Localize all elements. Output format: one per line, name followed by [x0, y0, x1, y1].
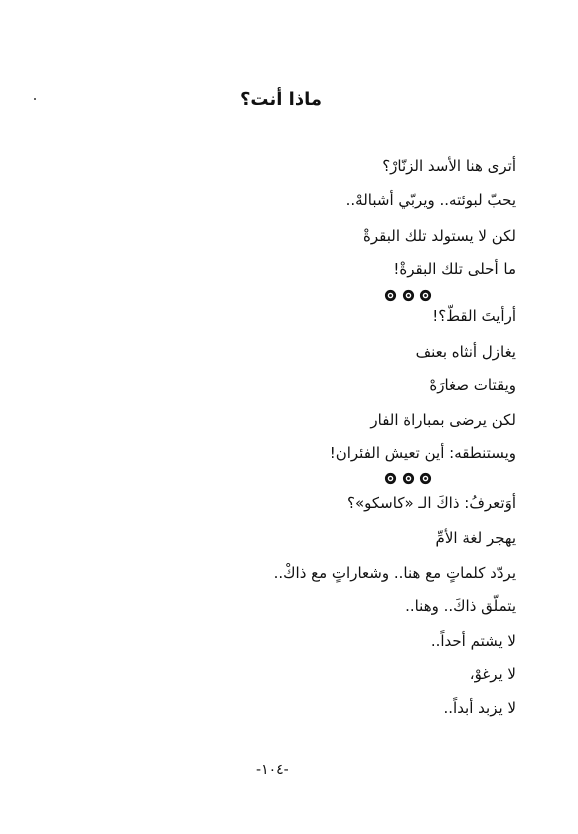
page-number: -١٠٤- — [256, 762, 289, 778]
poem-line: يحبّ لبوئته.. ويربّي أشبالهْ.. — [345, 191, 516, 209]
ink-speck — [34, 98, 36, 100]
poem-line: لا يشتم أحداً.. — [430, 632, 516, 650]
poem-line: ما أحلى تلك البقرةْ! — [393, 260, 516, 278]
poem-title: ماذا أنت؟ — [239, 89, 322, 110]
poem-line: يردّد كلماتٍ مع هنا.. وشعاراتٍ مع ذاكْ.. — [273, 564, 516, 582]
poem-line: يغازل أنثاه بعنف — [415, 343, 516, 361]
poem-line: لكن يرضى بمباراة الفار — [370, 411, 516, 429]
poem-line: أوَتعرفُ: ذاكَ الـ «كاسكو»؟ — [347, 494, 516, 512]
poem-line: يتملّق ذاكَ.. وهنا.. — [405, 597, 516, 615]
poem-line: يهجر لغة الأمِّ — [435, 529, 516, 547]
poem-line: لكن لا يستولد تلك البقرةْ — [363, 227, 516, 245]
flower-ornament-icon — [419, 289, 432, 302]
flower-ornament-icon — [419, 472, 432, 485]
poem-line: ويقتات صغارَهْ — [429, 376, 516, 394]
poem-line: لا يرغوْ، — [469, 665, 516, 683]
flower-ornament-icon — [402, 289, 415, 302]
poem-line: لا يزبد أبداً.. — [443, 699, 516, 717]
flower-ornament-icon — [402, 472, 415, 485]
poem-line: أترى هنا الأسد الزنّارْ؟ — [382, 157, 516, 175]
flower-ornament-icon — [384, 472, 397, 485]
flower-ornament-icon — [384, 289, 397, 302]
stanza-separator — [384, 471, 432, 485]
poem-line: أرأيتَ القطّ؟! — [432, 307, 516, 325]
poem-line: ويستنطقه: أين تعيش الفئران! — [329, 444, 516, 462]
stanza-separator — [384, 288, 432, 302]
